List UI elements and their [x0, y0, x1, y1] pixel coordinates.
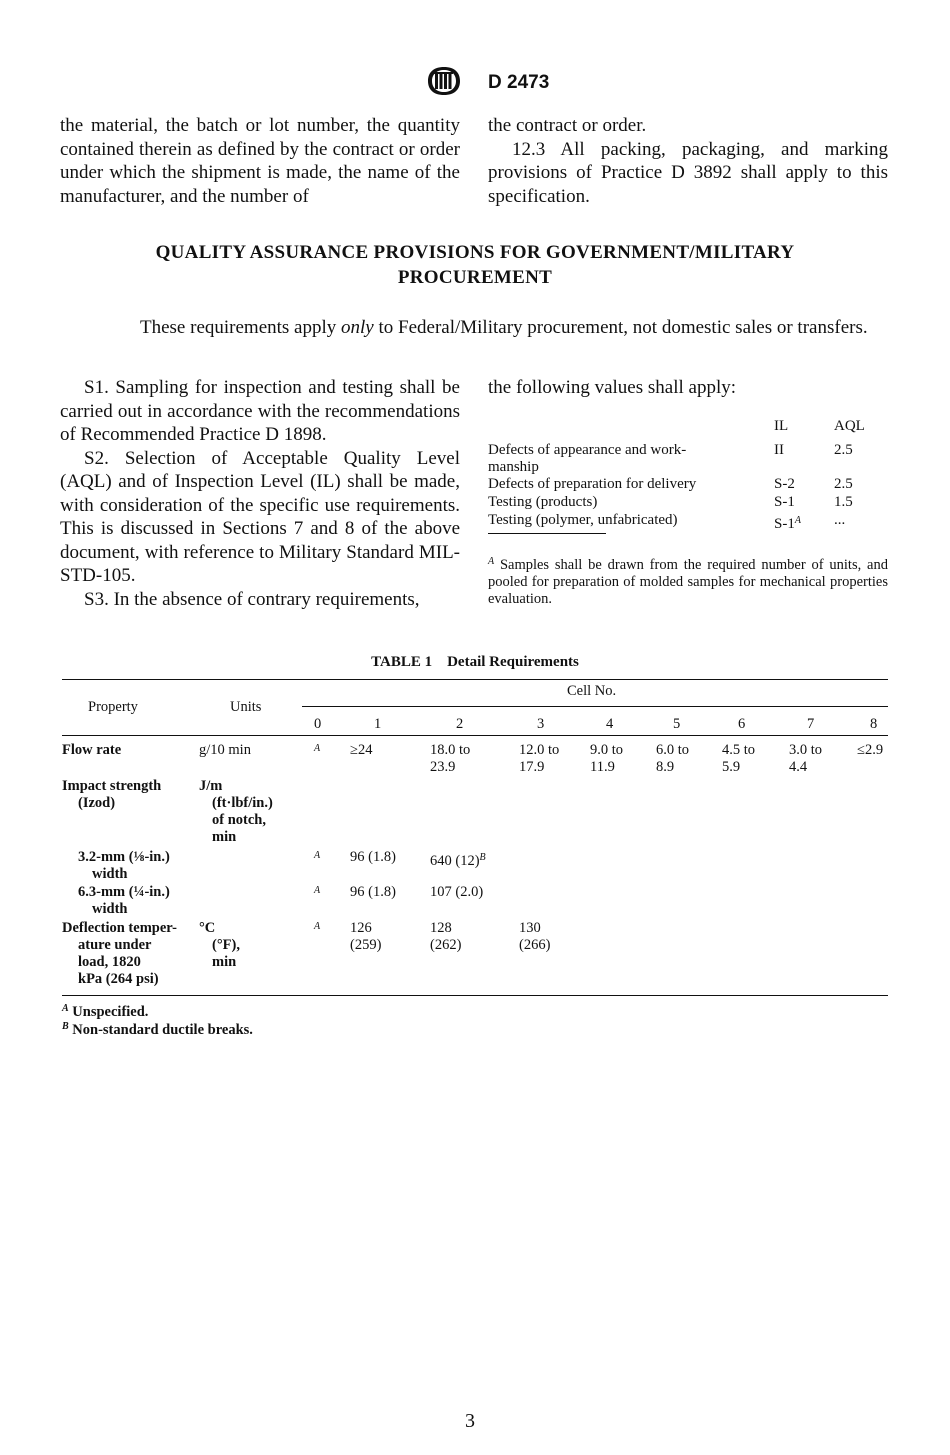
flow-rate-cell-0: A	[314, 743, 321, 754]
cell-header: 0	[314, 716, 322, 732]
il-header: IL	[774, 418, 789, 434]
flow-rate-units: g/10 min	[199, 742, 251, 758]
deflection-cell-3-f: (266)	[519, 937, 551, 953]
cell-header: 7	[807, 716, 815, 732]
note-text-start: These requirements apply	[140, 317, 342, 338]
row-aql: ...	[834, 512, 846, 528]
deflection-cell-1: 126	[350, 920, 372, 936]
row-il-footnote-mark: A	[794, 515, 801, 526]
footnote-mark: A	[62, 1003, 69, 1014]
width-32-cell-2	[430, 849, 486, 870]
deflection-property: Deflection temper-	[62, 920, 178, 936]
deflection-cell-0: A	[314, 921, 321, 932]
row-il-value: S-1	[774, 516, 795, 532]
flow-rate-cell-3: 12.0 to	[519, 742, 560, 758]
width-32-cell-2-value: 640 (12)	[430, 853, 480, 869]
units-header: Units	[230, 699, 262, 715]
row-label: Defects of appearance and work-	[488, 442, 687, 458]
cell-header: 8	[870, 716, 878, 732]
impact-units-min: min	[212, 829, 237, 845]
impact-units-ftlbf: (ft·lbf/in.)	[212, 795, 273, 811]
cell-header: 2	[456, 716, 464, 732]
width-63-cell-1: 96 (1.8)	[350, 884, 396, 900]
flow-rate-cell-7: 3.0 to	[789, 742, 823, 758]
deflection-property-ature: ature under	[78, 937, 152, 953]
continuation-paragraph: the material, the batch or lot number, the quantity contained therein as defined by the contract or order under which the shipment is made, the name of the manufacturer, and the number of	[60, 115, 460, 207]
deflection-units: °C	[199, 920, 216, 936]
cell-header: 1	[374, 716, 382, 732]
flow-rate-cell-2: 18.0 to	[430, 742, 471, 758]
width-63-property: 6.3-mm (¼-in.)	[78, 884, 170, 900]
flow-rate-cell-4: 9.0 to	[590, 742, 624, 758]
row-aql: 2.5	[834, 476, 853, 492]
deflection-property-kpa: kPa (264 psi)	[78, 971, 159, 987]
cell-header: 6	[738, 716, 746, 732]
flow-rate-cell-5-upper: 8.9	[656, 759, 675, 775]
deflection-cell-2-f: (262)	[430, 937, 462, 953]
note-text-end: to Federal/Military procurement, not domestic sales or transfers.	[373, 317, 868, 338]
deflection-cell-1-f: (259)	[350, 937, 382, 953]
impact-units-notch: of notch,	[212, 812, 266, 828]
footnote-text: Samples shall be drawn from the required number of units, and pooled for preparation of molded samples for mechanical properties evaluation.	[488, 557, 888, 607]
supplement-s2: S2. Selection of Acceptable Quality Level (AQL) and of Inspection Level (IL) shall be made, with consideration of the specific use requirements. This is discussed in Sections 7 and 8 of the above document, with reference to Military Standard MIL-STD-105.	[60, 447, 460, 586]
deflection-property-load: load, 1820	[78, 954, 141, 970]
width-32-cell-1: 96 (1.8)	[350, 849, 396, 865]
width-32-property-width: width	[92, 866, 128, 882]
width-32-cell-0: A	[314, 850, 321, 861]
footnote-text: Unspecified.	[72, 1004, 149, 1020]
flow-rate-cell-7-upper: 4.4	[789, 759, 808, 775]
table-footnote	[62, 1018, 253, 1039]
contract-paragraph: the contract or order.	[488, 115, 647, 136]
table-1-label: TABLE 1	[371, 654, 433, 670]
row-label-continued: manship	[488, 459, 539, 475]
deflection-cell-2: 128	[430, 920, 452, 936]
row-aql: 2.5	[834, 442, 853, 458]
row-il: S-1	[774, 494, 795, 510]
cell-no-header: Cell No.	[567, 683, 617, 699]
impact-property-izod: (Izod)	[78, 795, 116, 811]
flow-rate-cell-6: 4.5 to	[722, 742, 756, 758]
deflection-units-min: min	[212, 954, 237, 970]
packing-paragraph: 12.3 All packing, packaging, and marking provisions of Practice D 3892 shall apply to this specification.	[488, 138, 888, 207]
deflection-units-f: (°F),	[212, 937, 240, 953]
flow-rate-cell-2-upper: 23.9	[430, 759, 456, 775]
deflection-cell-3: 130	[519, 920, 541, 936]
section-title-line-2: PROCUREMENT	[397, 267, 553, 288]
row-il: S-2	[774, 476, 795, 492]
row-il: II	[774, 442, 784, 458]
flow-rate-cell-5: 6.0 to	[656, 742, 690, 758]
impact-property: Impact strength	[62, 778, 162, 794]
document-number: D 2473	[488, 72, 550, 93]
supplement-s1: S1. Sampling for inspection and testing shall be carried out in accordance with the recommendations of Recommended Practice D 1898.	[60, 377, 460, 445]
table-1-name: Detail Requirements	[447, 654, 579, 670]
note-emphasis: only	[341, 317, 374, 338]
row-aql: 1.5	[834, 494, 853, 510]
flow-rate-cell-3-upper: 17.9	[519, 759, 545, 775]
width-63-cell-2: 107 (2.0)	[430, 884, 484, 900]
width-63-property-width: width	[92, 901, 128, 917]
row-label: Testing (products)	[488, 494, 598, 510]
cell-header: 5	[673, 716, 681, 732]
flow-rate-cell-1: ≥24	[350, 742, 373, 758]
supplement-s3-continued: the following values shall apply:	[488, 377, 737, 398]
footnote-mark: B	[62, 1021, 69, 1032]
row-label: Testing (polymer, unfabricated)	[488, 512, 678, 528]
section-title-line-1: QUALITY ASSURANCE PROVISIONS FOR GOVERNMENT/MILITARY	[155, 242, 795, 263]
cell-header: 3	[537, 716, 545, 732]
footnote-mark: A	[488, 556, 495, 567]
cell-header: 4	[606, 716, 614, 732]
flow-rate-cell-8: ≤2.9	[857, 742, 884, 758]
flow-rate-property: Flow rate	[62, 742, 122, 758]
width-32-property: 3.2-mm (⅛-in.)	[78, 849, 170, 865]
width-63-cell-0: A	[314, 885, 321, 896]
page-number: 3	[465, 1410, 475, 1432]
impact-units: J/m	[199, 778, 223, 794]
footnote-text: Non-standard ductile breaks.	[72, 1022, 253, 1038]
supplement-s3: S3. In the absence of contrary requirements,	[84, 588, 420, 610]
aql-header: AQL	[834, 418, 865, 434]
width-32-cell-2-footnote-mark: B	[479, 852, 486, 863]
row-label: Defects of preparation for delivery	[488, 476, 697, 492]
flow-rate-cell-4-upper: 11.9	[590, 759, 615, 775]
flow-rate-cell-6-upper: 5.9	[722, 759, 741, 775]
property-header: Property	[88, 699, 138, 715]
